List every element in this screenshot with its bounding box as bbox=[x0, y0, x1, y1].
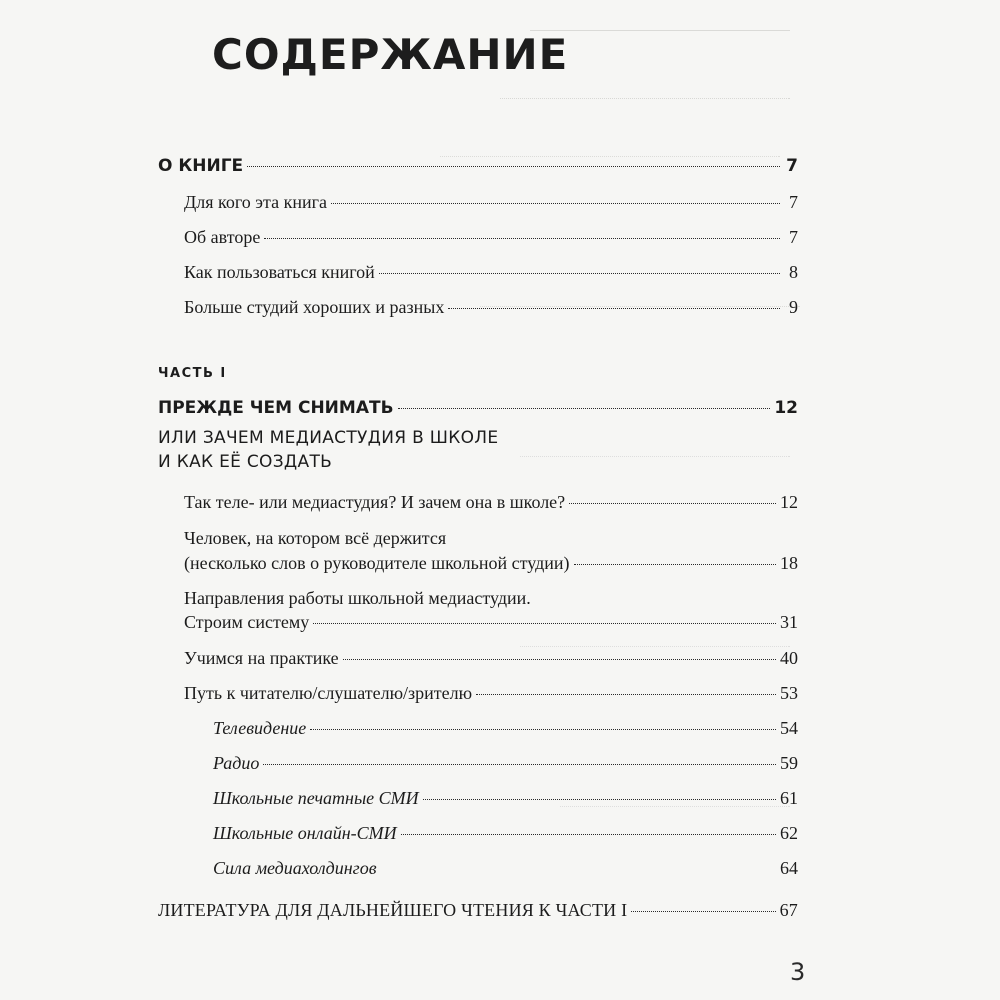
toc-subitem-label: Сила медиахолдингов bbox=[213, 858, 377, 878]
part-label: ЧАСТЬ I bbox=[158, 366, 227, 381]
toc-page-number: 59 bbox=[780, 753, 798, 773]
toc-item[interactable] bbox=[184, 262, 798, 283]
toc-page-number: 18 bbox=[780, 553, 798, 573]
toc-item-label: Путь к читателю/слушателю/зрителю bbox=[184, 683, 473, 703]
toc-subitem[interactable] bbox=[213, 718, 798, 739]
dot-leader bbox=[343, 659, 776, 660]
toc-section-label: О КНИГЕ bbox=[158, 156, 244, 176]
toc-item-label: ЛИТЕРАТУРА ДЛЯ ДАЛЬНЕЙШЕГО ЧТЕНИЯ К ЧАСТИ I bbox=[158, 900, 628, 920]
toc-page-number: 7 bbox=[789, 192, 798, 212]
toc-page-number: 54 bbox=[780, 718, 798, 738]
toc-item-label: Так теле- или медиастудия? И зачем она в школе? bbox=[184, 492, 566, 512]
toc-page-number: 12 bbox=[780, 492, 798, 512]
toc-page-number: 12 bbox=[774, 398, 798, 418]
toc-page-number: 61 bbox=[780, 788, 798, 808]
dot-leader bbox=[423, 799, 776, 800]
toc-page-number: 62 bbox=[780, 823, 798, 843]
toc-item[interactable] bbox=[184, 553, 798, 574]
dot-leader bbox=[401, 834, 776, 835]
toc-item[interactable] bbox=[184, 492, 798, 513]
dot-leader bbox=[379, 273, 780, 274]
toc-item-label: Как пользоваться книгой bbox=[184, 262, 375, 282]
toc-item[interactable] bbox=[184, 683, 798, 704]
toc-page-number: 67 bbox=[779, 900, 798, 920]
toc-page-number: 40 bbox=[780, 648, 798, 668]
dot-leader bbox=[574, 564, 776, 565]
toc-item[interactable] bbox=[184, 612, 798, 633]
toc-item-line1: Человек, на котором всё держится bbox=[184, 528, 447, 548]
toc-subitem[interactable] bbox=[213, 858, 798, 879]
toc-item-label: Об авторе bbox=[184, 227, 261, 247]
toc-page-number: 7 bbox=[789, 227, 798, 247]
toc-item-label: Больше студий хороших и разных bbox=[184, 297, 445, 317]
toc-section-about[interactable] bbox=[158, 156, 798, 176]
page-number: 3 bbox=[790, 958, 806, 986]
toc-subitem-label: Школьные печатные СМИ bbox=[213, 788, 419, 808]
toc-page-number: 31 bbox=[780, 612, 798, 632]
toc-item-line1: Направления работы школьной медиастудии. bbox=[184, 588, 531, 608]
part-subtitle bbox=[158, 426, 498, 474]
toc-item-label: Для кого эта книга bbox=[184, 192, 327, 212]
toc-item[interactable] bbox=[184, 192, 798, 213]
toc-item-label: Строим систему bbox=[184, 612, 310, 632]
page-title: СОДЕРЖАНИЕ bbox=[212, 30, 569, 79]
part-subtitle-line: ИЛИ ЗАЧЕМ МЕДИАСТУДИЯ В ШКОЛЕ bbox=[158, 428, 499, 448]
toc-further-reading[interactable] bbox=[158, 900, 798, 921]
dot-leader bbox=[476, 694, 776, 695]
dot-leader bbox=[569, 503, 776, 504]
toc-page-number: 64 bbox=[780, 858, 798, 878]
toc-item[interactable] bbox=[184, 227, 798, 248]
toc-subitem[interactable] bbox=[213, 788, 798, 809]
toc-part-label: ПРЕЖДЕ ЧЕМ СНИМАТЬ bbox=[158, 398, 394, 418]
toc-subitem[interactable] bbox=[213, 823, 798, 844]
toc-item-label: (несколько слов о руководителе школьной студии) bbox=[184, 553, 570, 573]
dot-leader bbox=[398, 408, 771, 409]
toc-subitem-label: Телевидение bbox=[213, 718, 307, 738]
toc-subitem-label: Радио bbox=[213, 753, 260, 773]
dot-leader bbox=[264, 238, 780, 239]
toc-item[interactable] bbox=[184, 648, 798, 669]
dot-leader bbox=[448, 308, 780, 309]
toc-page-number: 9 bbox=[789, 297, 798, 317]
toc-subitem-label: Школьные онлайн-СМИ bbox=[213, 823, 397, 843]
toc-item-label: Учимся на практике bbox=[184, 648, 339, 668]
part-subtitle-line: И КАК ЕЁ СОЗДАТЬ bbox=[158, 452, 333, 472]
toc-part-title[interactable] bbox=[158, 398, 798, 418]
toc-page-number: 7 bbox=[786, 156, 798, 176]
dot-leader bbox=[310, 729, 776, 730]
toc-item[interactable] bbox=[184, 297, 798, 318]
dot-leader bbox=[247, 166, 780, 167]
dot-leader bbox=[313, 623, 776, 624]
toc-page-number: 8 bbox=[789, 262, 798, 282]
toc-page-number: 53 bbox=[780, 683, 798, 703]
toc-subitem[interactable] bbox=[213, 753, 798, 774]
dot-leader bbox=[331, 203, 780, 204]
dot-leader bbox=[263, 764, 776, 765]
dot-leader bbox=[631, 911, 775, 912]
